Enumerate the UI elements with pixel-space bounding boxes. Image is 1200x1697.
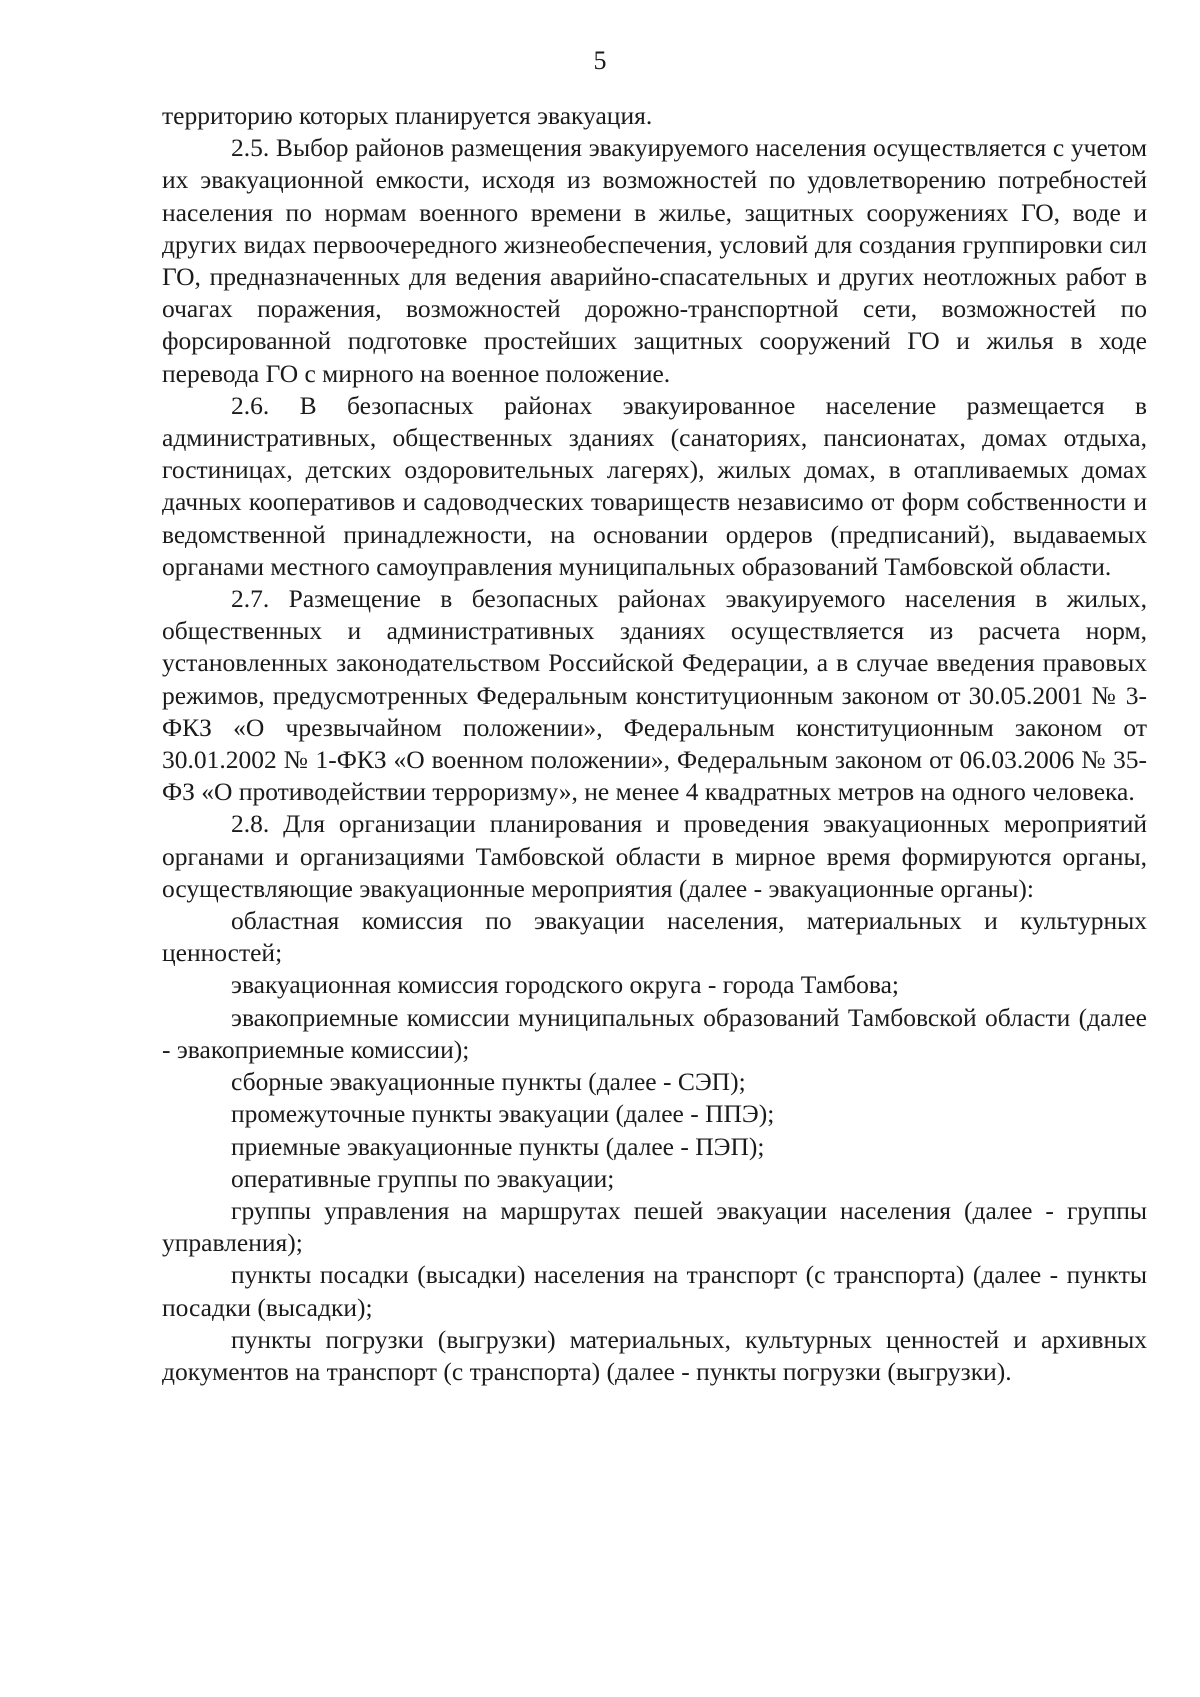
paragraph: 2.7. Размещение в безопасных районах эвакуируемого населения в жилых, общественных и административных зданиях осуществляется из расчета норм, установленных законодательством Российской Федерации, а в случае введения правовых режимов, предусмотренных Федеральным конституционным законом от 30.05.2001 № 3-ФКЗ «О чрезвычайном положении», Федеральным конституционным законом от 30.01.2002 № 1-ФКЗ «О военном положении», Федеральным законом от 06.03.2006 № 35-ФЗ «О противодействии терроризму», не менее 4 квадратных метров на одного человека. [162,584,1147,807]
document-body [162,100,1147,1388]
paragraph: группы управления на маршрутах пешей эвакуации населения (далее - группы управления); [162,1195,1147,1258]
page-number: 5 [593,46,607,75]
paragraph: 2.5. Выбор районов размещения эвакуируемого населения осуществляется с учетом их эвакуационной емкости, исходя из возможностей по удовлетворению потребностей населения по нормам военного времени в жилье, защитных сооружениях ГО, воде и других видах первоочередного жизнеобеспечения, условий для создания группировки сил ГО, предназначенных для ведения аварийно-спасательных и других неотложных работ в очагах поражения, возможностей дорожно-транспортной сети, возможностей по форсированной подготовке простейших защитных сооружений ГО и жилья в ходе перевода ГО с мирного на военное положение. [162,133,1147,388]
paragraph: промежуточные пункты эвакуации (далее - ППЭ); [231,1099,775,1129]
paragraph: 2.6. В безопасных районах эвакуированное население размещается в административных, общественных зданиях (санаториях, пансионатах, домах отдыха, гостиницах, детских оздоровительных лагерях), жилых домах, в отапливаемых домах дачных кооперативов и садоводческих товариществ независимо от форм собственности и ведомственной принадлежности, на основании ордеров (предписаний), выдаваемых органами местного самоуправления муниципальных образований Тамбовской области. [162,390,1147,581]
paragraph: областная комиссия по эвакуации населения, материальных и культурных ценностей; [162,906,1147,968]
paragraph: приемные эвакуационные пункты (далее - ПЭП); [231,1131,765,1161]
paragraph: эвакуационная комиссия городского округа - города Тамбова; [231,970,899,1000]
paragraph: оперативные группы по эвакуации; [231,1163,615,1193]
paragraph: пункты погрузки (выгрузки) материальных, культурных ценностей и архивных документов на транспорт (с транспорта) (далее - пункты погрузки (выгрузки). [162,1324,1147,1386]
paragraph: территорию которых планируется эвакуация. [162,101,653,130]
paragraph: сборные эвакуационные пункты (далее - СЭП); [231,1067,746,1097]
paragraph: эвакоприемные комиссии муниципальных образований Тамбовской области (далее - эвакоприемные комиссии); [162,1002,1147,1064]
paragraph: пункты посадки (высадки) населения на транспорт (с транспорта) (далее - пункты посадки (высадки); [162,1260,1147,1322]
paragraph: 2.8. Для организации планирования и проведения эвакуационных мероприятий органами и организациями Тамбовской области в мирное время формируются органы, осуществляющие эвакуационные мероприятия (далее - эвакуационные органы): [162,809,1147,903]
